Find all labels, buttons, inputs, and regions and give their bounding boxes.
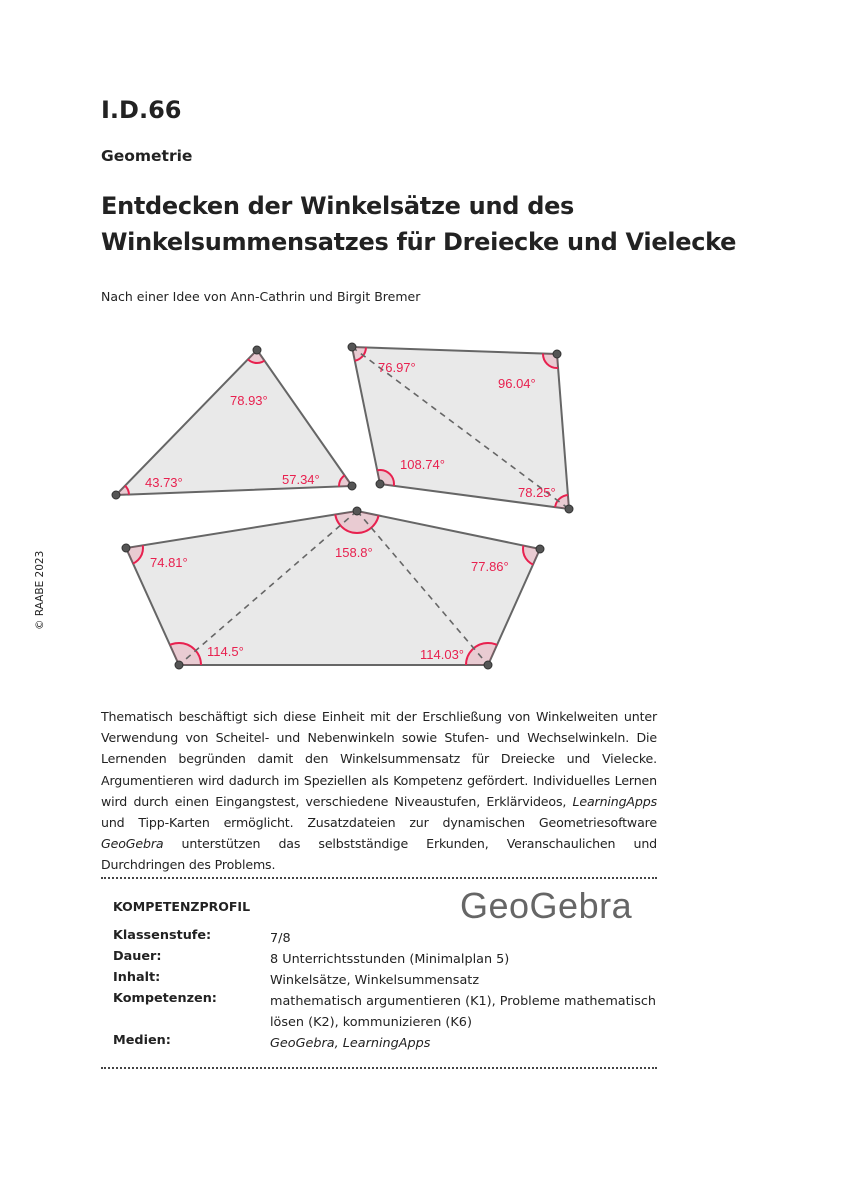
vertex-point	[376, 480, 384, 488]
angle-label: 108.74°	[400, 457, 445, 472]
angle-label: 114.5°	[207, 644, 244, 659]
intro-text-1: Thematisch beschäftigt sich diese Einheit mit der Erschließung von Winkelweiten unter Verwendung von Scheitel- und Nebenwinkeln sowie Stufen- und Wechselwinkeln. Die Lernenden begründen damit den Winkelsummensatz für Dreiecke und Vielecke. Argumentieren wird dadurch im Speziellen als Kompetenz gefördert. Individuelles Lernen wird durch einen Eingangstest, verschiedene Niveaustufen, Erklärvideos,	[101, 709, 657, 809]
row-label: Medien:	[113, 1033, 171, 1048]
geogebra-logo: GeoGebra	[460, 885, 633, 926]
title-line-1: Entdecken der Winkelsätze und des	[101, 192, 575, 220]
row-value: 8 Unterrichtsstunden (Minimalplan 5)	[270, 952, 510, 967]
profile-row-dauer	[113, 949, 660, 970]
vertex-point	[536, 545, 544, 553]
intro-learningapps: LearningApps	[572, 793, 657, 809]
profile-row-kompetenzen	[113, 991, 660, 1033]
intro-text-3: unterstützen das selbstständige Erkunden, Veranschaulichen und Durchdringen des Problems.	[101, 836, 657, 873]
unit-code: I.D.66	[101, 96, 182, 124]
angle-label: 114.03°	[420, 647, 464, 662]
row-label: Dauer:	[113, 949, 162, 964]
vertex-point	[353, 507, 361, 515]
angle-label: 43.73°	[145, 475, 183, 490]
copyright-notice: © RAABE 2023	[34, 550, 46, 630]
row-label: Klassenstufe:	[113, 928, 212, 943]
angle-label: 78.25°	[518, 485, 556, 500]
angle-label: 78.93°	[230, 393, 268, 408]
angle-label: 96.04°	[498, 376, 536, 391]
angle-label: 74.81°	[150, 555, 188, 570]
profile-row-inhalt	[113, 970, 660, 991]
row-label: Inhalt:	[113, 970, 161, 985]
subject-heading: Geometrie	[101, 147, 193, 165]
vertex-point	[553, 350, 561, 358]
angle-label: 158.8°	[335, 545, 373, 560]
vertex-point	[348, 343, 356, 351]
divider-top	[101, 877, 657, 879]
vertex-point	[484, 661, 492, 669]
profile-title: KOMPETENZPROFIL	[113, 899, 251, 914]
intro-paragraph	[101, 706, 657, 876]
pentagon	[126, 511, 540, 665]
intro-text-2: und Tipp-Karten ermöglicht. Zusatzdateien zur dynamischen Geometriesoftware	[101, 815, 657, 831]
row-value: Winkelsätze, Winkelsummensatz	[270, 973, 480, 988]
title-line-2: Winkelsummensatzes für Dreiecke und Vielecke	[101, 228, 737, 256]
row-value: mathematisch argumentieren (K1), Probleme mathematisch lösen (K2), kommunizieren (K6)	[270, 994, 657, 1030]
vertex-point	[348, 482, 356, 490]
vertex-point	[565, 505, 573, 513]
row-label: Kompetenzen:	[113, 991, 217, 1006]
geometry-figure	[100, 340, 580, 680]
divider-bottom	[101, 1067, 657, 1069]
profile-row-klassenstufe	[113, 928, 660, 949]
angle-label: 57.34°	[282, 472, 320, 487]
angle-label: 76.97°	[378, 360, 416, 375]
row-value: 7/8	[270, 931, 291, 946]
vertex-point	[112, 491, 120, 499]
author-credit: Nach einer Idee von Ann-Cathrin und Birgit Bremer	[101, 289, 421, 304]
profile-row-medien	[113, 1033, 660, 1054]
angle-label: 77.86°	[471, 559, 509, 574]
page-title	[101, 188, 736, 260]
vertex-point	[122, 544, 130, 552]
vertex-point	[175, 661, 183, 669]
row-value: GeoGebra, LearningApps	[270, 1036, 431, 1051]
intro-geogebra: GeoGebra	[101, 836, 164, 852]
vertex-point	[253, 346, 261, 354]
